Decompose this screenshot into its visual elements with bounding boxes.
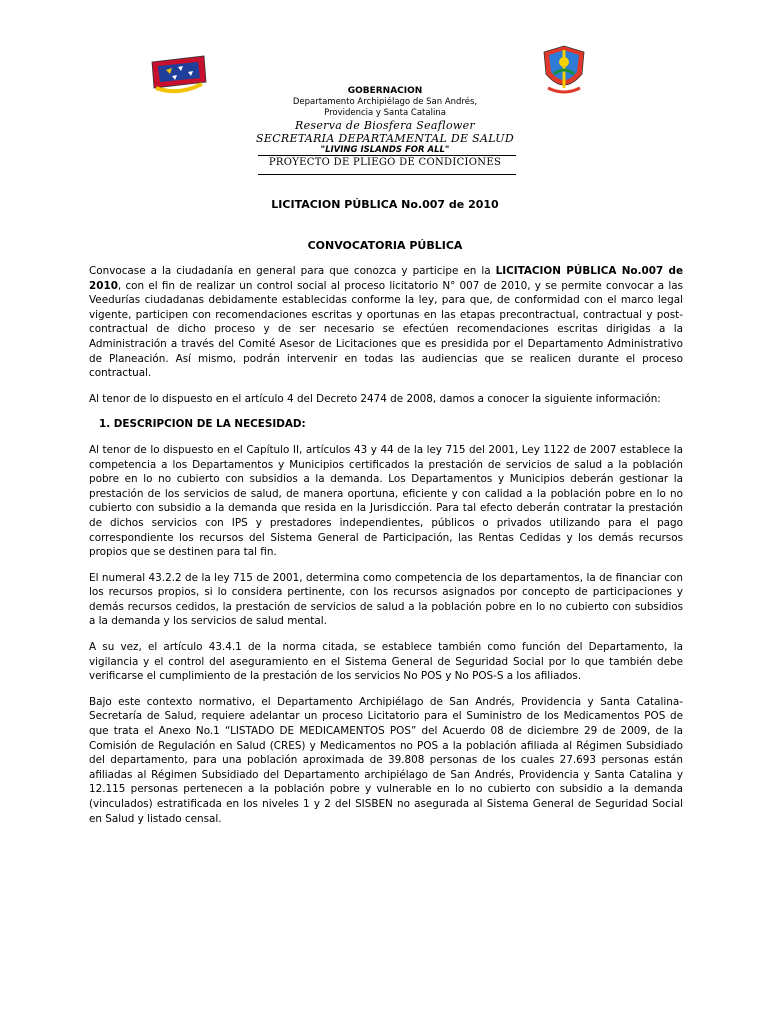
document-subtitle: CONVOCATORIA PÚBLICA xyxy=(307,239,463,252)
document-title: LICITACION PÚBLICA No.007 de 2010 xyxy=(271,198,499,211)
paragraph-text: Convocase a la ciudadanía en general para que conozca y participe en la xyxy=(89,265,496,277)
letterhead xyxy=(0,86,770,156)
secretaria-line: SECRETARIA DEPARTAMENTAL DE SALUD xyxy=(256,132,514,145)
proyecto-heading: PROYECTO DE PLIEGO DE CONDICIONES xyxy=(268,157,502,168)
header-divider-top xyxy=(258,155,516,156)
paragraph-convocatoria xyxy=(89,264,683,381)
paragraph-decreto: Al tenor de lo dispuesto en el artículo 4 del Decreto 2474 de 2008, damos a conocer la siguiente información: xyxy=(89,392,661,405)
paragraph-articulo: A su vez, el artículo 43.4.1 de la norma citada, se establece también como función del Departamento, la vigilancia y el control del aseguramiento en el Sistema General de Seguridad Social por lo que también debe verificarse el cumplimiento de la prestación de los servicios No POS y No POS-S a los afiliados. xyxy=(89,641,683,683)
gobernacion-heading: GOBERNACION xyxy=(347,86,423,96)
reserva-line: Reserva de Biosfera Seaflower xyxy=(295,119,475,132)
header-divider-bottom xyxy=(258,174,516,175)
paragraph-contexto: Bajo este contexto normativo, el Departamento Archipiélago de San Andrés, Providencia y Santa Catalina- Secretaría de Salud, requiere adelantar un proceso Licitatorio para el Suministro de los Medicamentos POS de que trata el Anexo No.1 “LISTADO DE MEDICAMENTOS POS” del Acuerdo 08 de diciembre 29 de 2009, de la Comisión de Regulación en Salud (CRES) y Medicamentos no POS a la población afiliada al Régimen Subsidiado del departamento, para una población aproximada de 39.808 personas de los cuales 27.693 personas están afiliadas al Régimen Subsidiado del Departamento archipiélago de San Andrés, Providencia y Santa Catalina y 12.115 personas pertenecen a la población pobre y vulnerable en lo no cubierto con subsidio a la demanda (vinculados) estratificada en los niveles 1 y 2 del SISBEN no asegurada al Sistema General de Seguridad Social en Salud y listado censal. xyxy=(89,695,683,825)
licitacion-reference: LICITACION PÚBLICA No.007 de 2010 xyxy=(89,265,683,292)
paragraph-text: , con el fin de realizar un control social al proceso licitatorio N° 007 de 2010, y se permite convocar a las Veedurías ciudadanas debidamente establecidas conforme la ley, para que, de conformidad con el marco legal vigente, participen con recomendaciones escritas y oportunas en las etapas precontractual, contractual y post-contractual de dicho proceso y de ser necesario se efectúen recomendaciones escritas dirigidas a la Administración a través del Comité Asesor de Licitaciones que es presidida por el Departamento Administrativo de Planeación. Así mismo, podrán intervenir en todas las audiencias que se realicen durante el proceso contractual. xyxy=(89,279,683,380)
paragraph-capitulo: Al tenor de lo dispuesto en el Capítulo II, artículos 43 y 44 de la ley 715 del 2001, Ley 1122 de 2007 establece la competencia a los Departamentos y Municipios certificados la prestación de servicios de salud a la población pobre en lo no cubierto con subsidios a la demanda. Los Departamentos y Municipios deberán gestionar la prestación de los servicios de salud, de manera oportuna, eficiente y con calidad a la población pobre en lo no cubierto con subsidio a la demanda que resida en la Jurisdicción. Para tal efecto deberán contratar la prestación de dichos servicios con IPS y prestadores independientes, públicos o privados utilizando para el pago correspondiente los recursos del Sistema General de Participación, las Rentas Cedidas y los demás recursos propios que se destinen para tal fin. xyxy=(89,443,683,559)
providencia-line: Providencia y Santa Catalina xyxy=(324,108,446,118)
document-body xyxy=(89,264,683,837)
paragraph-numeral: El numeral 43.2.2 de la ley 715 de 2001, determina como competencia de los departamentos, la de financiar con los recursos propios, si lo considera pertinente, con los recursos asignados por concepto de participaciones y demás recursos cedidos, la prestación de servicios de salud a la población pobre en lo no cubierto con subsidios a la demanda y los servicios de salud mental. xyxy=(89,571,683,628)
section-heading-necesidad: 1. DESCRIPCION DE LA NECESIDAD: xyxy=(99,418,306,431)
departamento-line: Departamento Archipiélago de San Andrés, xyxy=(292,97,478,107)
motto-line: "LIVING ISLANDS FOR ALL" xyxy=(320,145,450,155)
